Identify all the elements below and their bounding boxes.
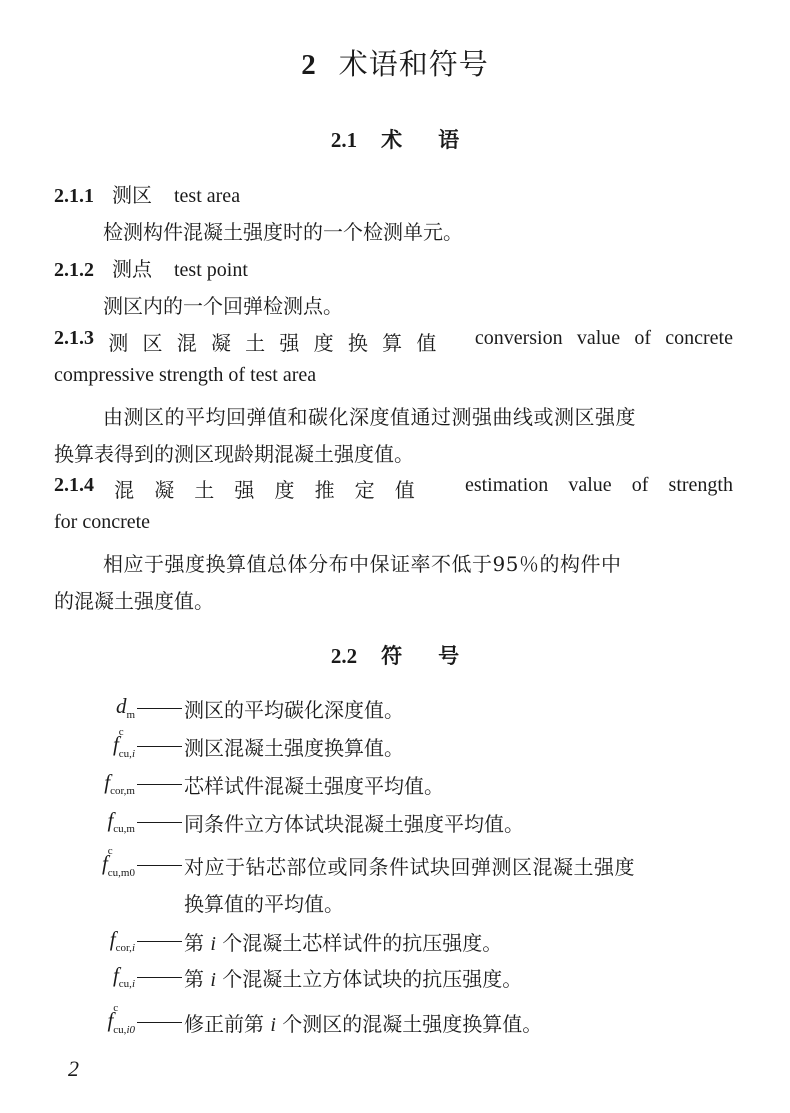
dash [137, 822, 182, 823]
term-2-1-4-en-continued: for concrete [54, 511, 151, 533]
symbol-row [0, 770, 790, 800]
symbol-description: 测区混凝土强度换算值。 [184, 736, 404, 760]
dash [137, 708, 182, 709]
symbol-row [0, 808, 790, 838]
section-title-terms: 2.1 术 语 [330, 127, 460, 152]
section-title-symbols: 2.2 符 号 [330, 643, 460, 668]
symbol-description: 芯样试件混凝土强度平均值。 [184, 774, 444, 798]
dash [137, 1022, 182, 1023]
symbol-description-continued: 换算值的平均值。 [184, 892, 344, 916]
chapter-title [0, 42, 790, 83]
symbol-description: 对应于钻芯部位或同条件试块回弹测区混凝土强度 [184, 855, 635, 879]
symbol: $f_{cu,i}$ [112, 963, 135, 991]
symbol: $f_{cu,m}$ [107, 808, 135, 836]
term-2-1-4-definition-line2: 的混凝土强度值。 [54, 589, 214, 613]
symbol-row [0, 845, 790, 881]
term-2-1-3-en-continued: compressive strength of test area [54, 364, 317, 386]
term-2-1-4-definition-line1: 相应于强度换算值总体分布中保证率不低于95％的构件中 [103, 552, 622, 576]
term-2-1-2-definition: 测区内的一个回弹检测点。 [103, 294, 343, 318]
term-2-1-4-heading: 2.1.4 混 凝 土 强 度 推 定 值 estimation value of strength [54, 474, 733, 502]
dash [137, 746, 182, 747]
dash [137, 865, 182, 866]
symbol-description: 第 i 个混凝土芯样试件的抗压强度。 [184, 931, 503, 955]
symbol: f c $_{cu,i}$ [112, 726, 135, 760]
term-2-1-1-heading: 2.1.1 测区 test area [54, 183, 241, 207]
symbol: f c $_{cu,i0}$ [107, 1002, 135, 1036]
symbol: $f_{cor,m}$ [104, 770, 135, 798]
symbol-description: 同条件立方体试块混凝土强度平均值。 [184, 812, 524, 836]
dash [137, 977, 182, 978]
symbol-row [0, 927, 790, 957]
symbol: f c $_{cu,m0}$ [101, 845, 135, 879]
chapter-number: 2 [301, 49, 317, 81]
chapter-title-text: 术语和符号 [338, 47, 489, 81]
symbol-row [0, 1002, 790, 1038]
symbol-description: 测区的平均碳化深度值。 [184, 698, 404, 722]
term-2-1-3-definition-line1: 由测区的平均回弹值和碳化深度值通过测强曲线或测区强度 [103, 405, 636, 429]
symbol-row [0, 963, 790, 993]
symbol-row [0, 726, 790, 762]
symbol: $f_{cor,i}$ [109, 927, 135, 955]
symbol: $d_m$ [115, 694, 135, 722]
dash [137, 941, 182, 942]
page-number: 2 [68, 1056, 79, 1081]
symbol-description: 修正前第 i 个测区的混凝土强度换算值。 [184, 1012, 543, 1036]
term-2-1-3-heading: 2.1.3 测 区 混 凝 土 强 度 换 算 值 conversion value of concrete [54, 327, 733, 355]
symbol-row [0, 694, 790, 724]
term-2-1-1-definition: 检测构件混凝土强度时的一个检测单元。 [103, 220, 463, 244]
term-2-1-2-heading: 2.1.2 测点 test point [54, 257, 248, 281]
term-2-1-3-definition-line2: 换算表得到的测区现龄期混凝土强度值。 [54, 442, 414, 466]
symbol-description: 第 i 个混凝土立方体试块的抗压强度。 [184, 967, 523, 991]
dash [137, 784, 182, 785]
